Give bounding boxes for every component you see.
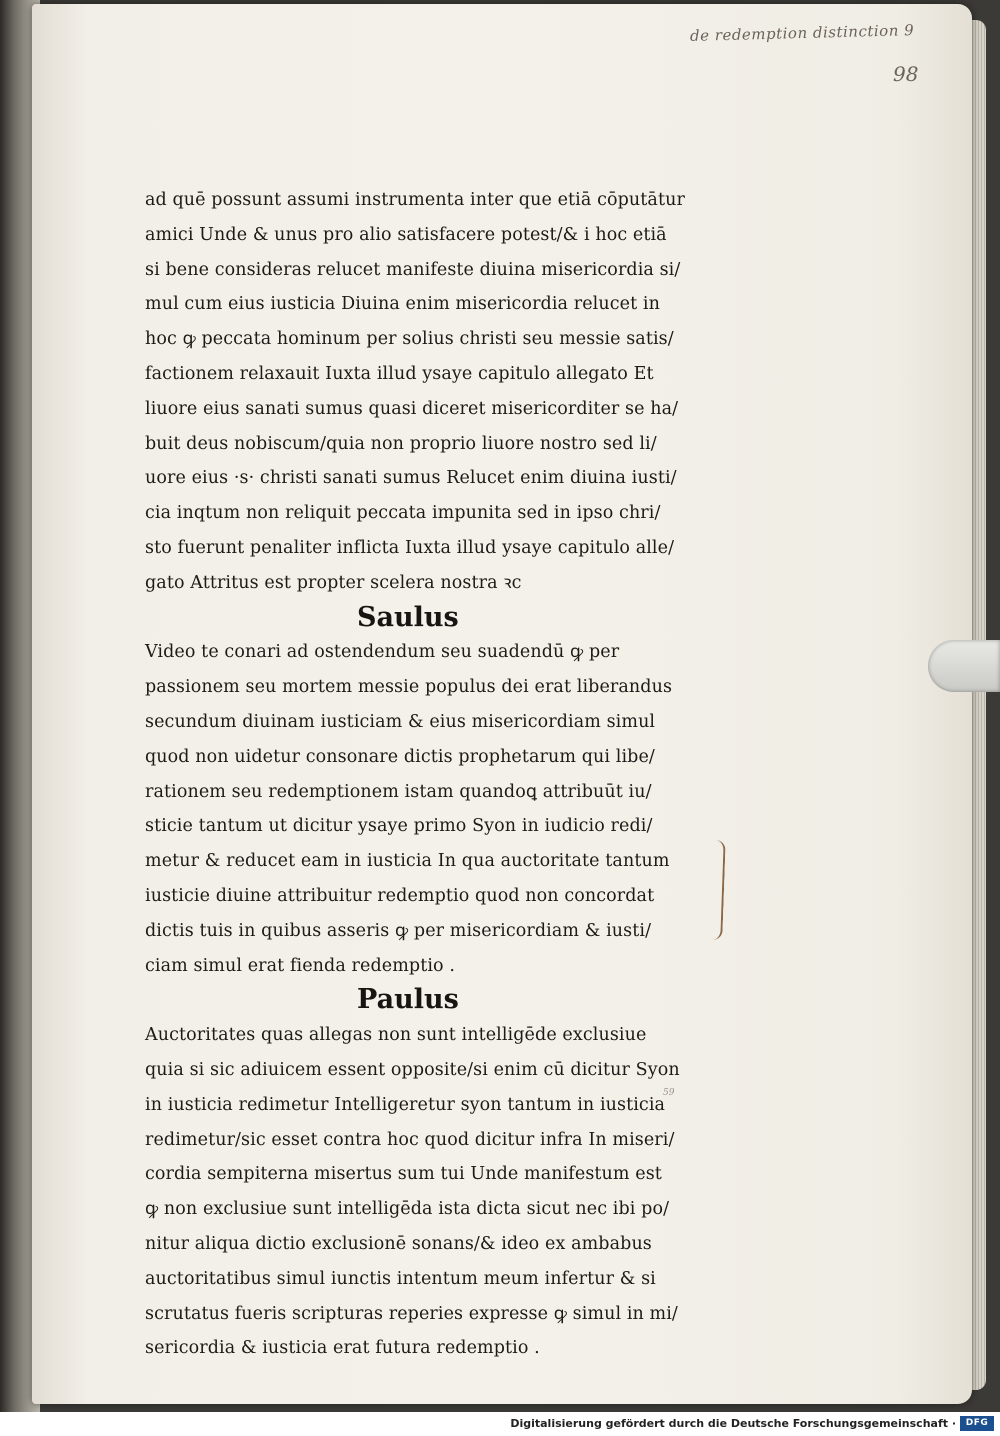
text-block bbox=[145, 183, 745, 1366]
text-line: sto fuerunt penaliter inflicta Iuxta illud ysaye capitulo alle/ bbox=[145, 537, 675, 558]
text-line: cordia sempiterna misertus sum tui Unde manifestum est bbox=[145, 1164, 662, 1185]
text-line: redimetur/sic esset contra hoc quod dicitur infra In miseri/ bbox=[145, 1129, 675, 1150]
text-line: nitur aliqua dictio exclusionē sonans/& ideo ex ambabus bbox=[145, 1233, 652, 1254]
text-line: auctoritatibus simul iunctis intentum meum infertur & si bbox=[145, 1268, 656, 1289]
paragraph-1 bbox=[145, 183, 745, 601]
paragraph-3 bbox=[145, 1018, 745, 1366]
text-line: mul cum eius iusticia Diuina enim misericordia relucet in bbox=[145, 294, 660, 315]
text-line: metur & reducet eam in iusticia In qua auctoritate tantum bbox=[145, 851, 670, 872]
text-line: buit deus nobiscum/quia non proprio liuore nostro sed li/ bbox=[145, 433, 657, 454]
text-line: hoc ꝙ peccata hominum per solius christi seu messie satis/ bbox=[145, 329, 674, 350]
funding-credit: Digitalisierung gefördert durch die Deutsche Forschungsgemeinschaft · bbox=[510, 1417, 956, 1430]
text-line: secundum diuinam iusticiam & eius misericordiam simul bbox=[145, 711, 656, 732]
text-line: rationem seu redemptionem istam quandoꝗ attribuūt iu/ bbox=[145, 781, 652, 802]
text-line: quod non uidetur consonare dictis prophetarum qui libe/ bbox=[145, 746, 655, 767]
text-line: ꝙ non exclusiue sunt intelligēda ista dicta sicut nec ibi po/ bbox=[145, 1199, 670, 1220]
text-line: in iusticia redimetur Intelligeretur syon tantum in iusticia bbox=[145, 1094, 666, 1115]
text-line: ciam simul erat fienda redemptio . bbox=[145, 955, 456, 976]
dfg-logo: DFG bbox=[960, 1416, 994, 1431]
text-line: Video te conari ad ostendendum seu suadendū ꝙ per bbox=[145, 642, 620, 663]
text-line: si bene consideras relucet manifeste diuina misericordia si/ bbox=[145, 259, 681, 280]
text-line: scrutatus fueris scripturas reperies expresse ꝙ simul in mi/ bbox=[145, 1303, 678, 1324]
text-line: cia inqtum non reliquit peccata impunita sed in ipso chri/ bbox=[145, 503, 661, 524]
text-line: passionem seu mortem messie populus dei erat liberandus bbox=[145, 677, 673, 698]
text-line: factionem relaxauit Iuxta illud ysaye capitulo allegato Et bbox=[145, 363, 654, 384]
text-line: ad quē possunt assumi instrumenta inter que etiā cōputātur bbox=[145, 190, 685, 210]
speaker-heading-saulus: Saulus bbox=[357, 601, 459, 633]
margin-bracket-mark bbox=[704, 840, 725, 941]
text-line: uore eius ·s· christi sanati sumus Relucet enim diuina iusti/ bbox=[145, 468, 677, 489]
speaker-heading-paulus: Paulus bbox=[357, 984, 459, 1016]
text-line: amici Unde & unus pro alio satisfacere potest/& i hoc etiā bbox=[145, 224, 667, 245]
text-line: sericordia & iusticia erat futura redemptio . bbox=[145, 1338, 540, 1359]
text-line: dictis tuis in quibus asseris ꝙ per misericordiam & iusti/ bbox=[145, 920, 652, 941]
text-line: iusticie diuine attribuitur redemptio quod non concordat bbox=[145, 885, 655, 906]
small-margin-note: 59 bbox=[663, 1088, 675, 1098]
text-line: quia si sic adiuicem essent opposite/si enim cū dicitur Syon bbox=[145, 1059, 680, 1080]
footer-bar bbox=[0, 1412, 1000, 1436]
text-line: gato Attritus est propter scelera nostra ꝛc bbox=[145, 572, 522, 593]
handwritten-note: de redemption distinction 9 bbox=[689, 21, 915, 45]
text-line: liuore eius sanati sumus quasi diceret misericorditer se ha/ bbox=[145, 398, 679, 419]
page-clip bbox=[928, 640, 1000, 692]
text-line: Auctoritates quas allegas non sunt intelligēde exclusiue bbox=[145, 1025, 647, 1046]
text-line: sticie tantum ut dicitur ysaye primo Syon in iudicio redi/ bbox=[145, 816, 653, 837]
folio-number: 98 bbox=[893, 62, 919, 86]
paragraph-2 bbox=[145, 635, 745, 983]
